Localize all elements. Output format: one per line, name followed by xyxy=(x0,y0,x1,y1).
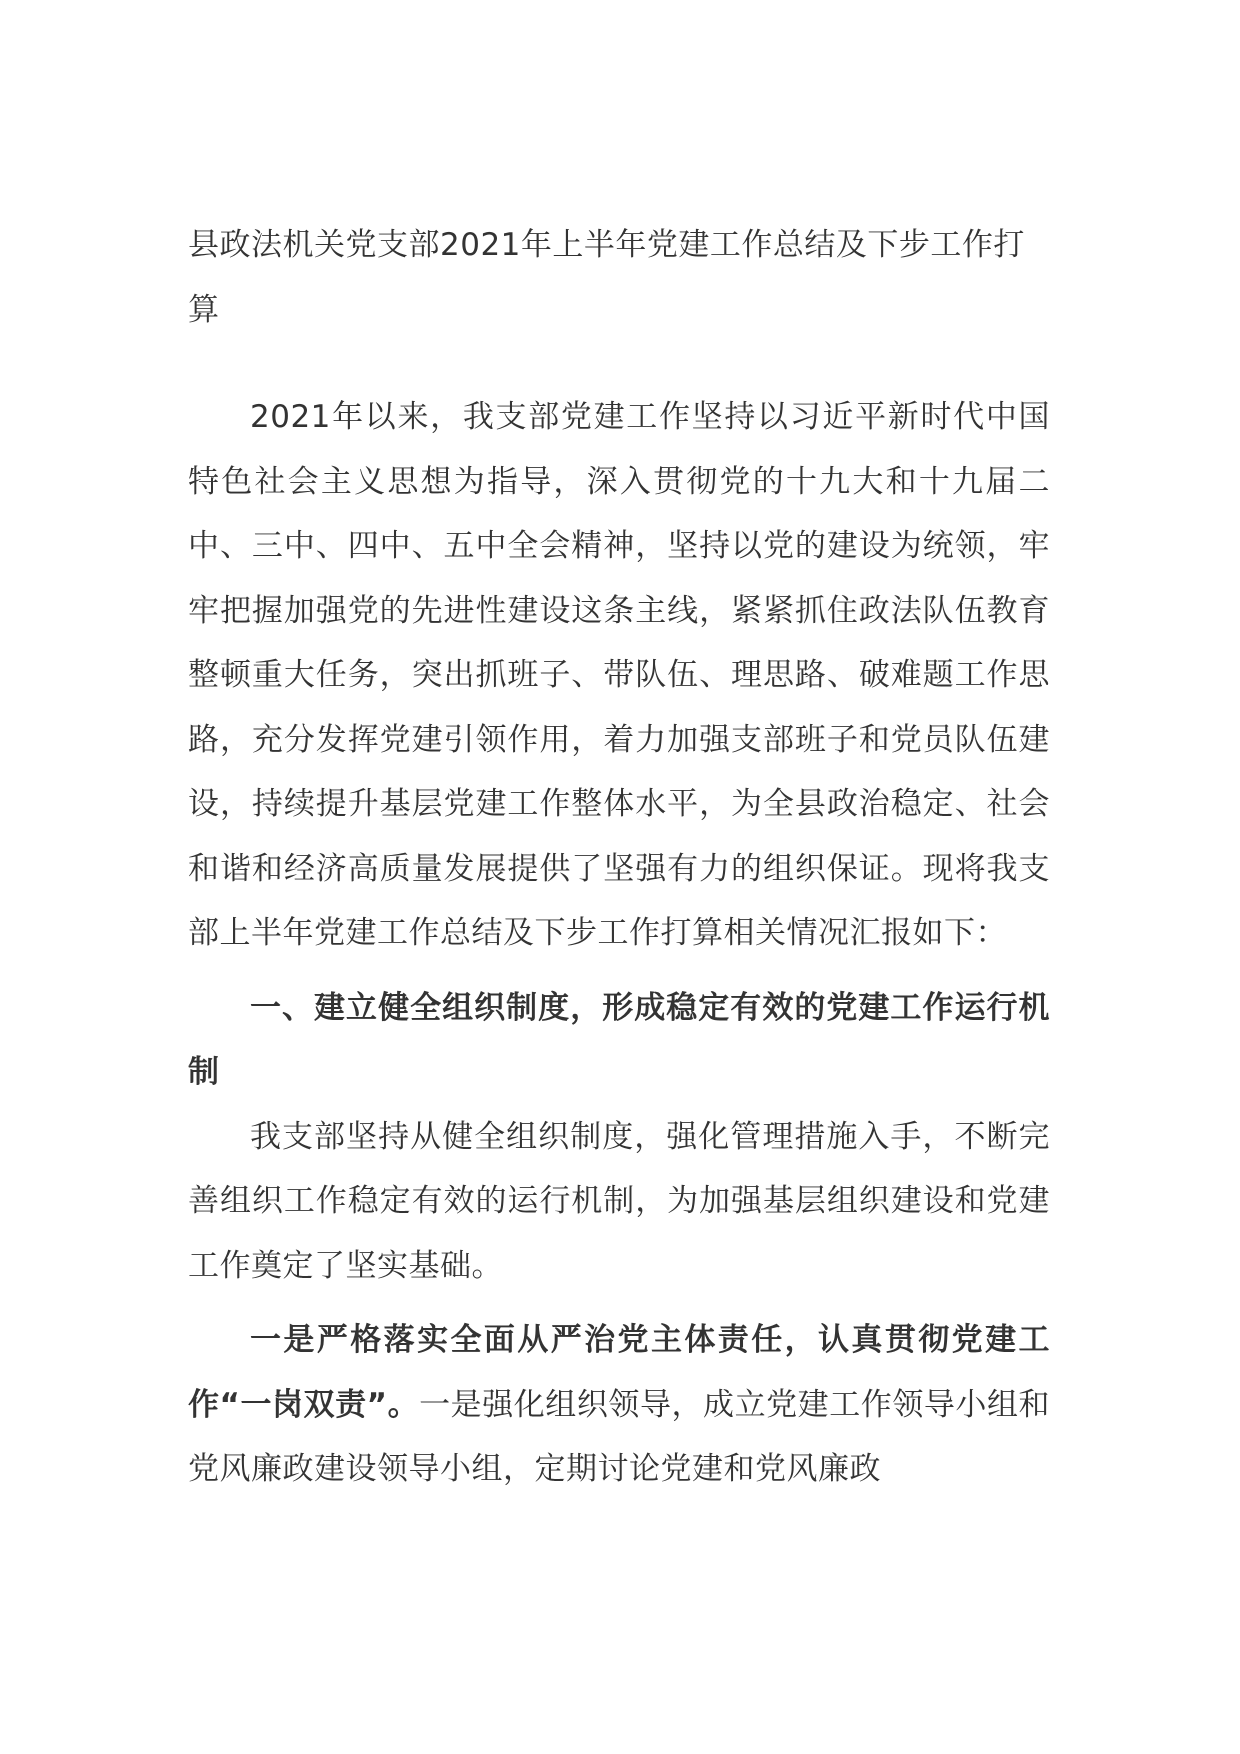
item-1-lead: 一是严格落实全面从严治党主体责任，认真贯彻党建工作“一岗双责”。 xyxy=(188,1322,1050,1423)
item-1-text: 一是强化组织领导，成立党建工作领导小组和党风廉政建设领导小组，定期讨论党建和党风廉政 xyxy=(188,1386,1051,1487)
intro-paragraph: 2021年以来，我支部党建工作坚持以习近平新时代中国特色社会主义思想为指导，深入贯彻党的十九大和十九届二中、三中、四中、五中全会精神，坚持以党的建设为统领，牢牢把握加强党的先进性建设这条主线，紧紧抓住政法队伍教育整顿重大任务，突出抓班子、带队伍、理思路、破难题工作思路，充分发挥党建引领作用，着力加强支部班子和党员队伍建设，持续提升基层党建工作整体水平，为全县政治稳定、社会和谐和经济高质量发展提供了坚强有力的组织保证。现将我支部上半年党建工作总结及下步工作打算相关情况汇报如下： xyxy=(188,399,1050,951)
section-1-body: 我支部坚持从健全组织制度，强化管理措施入手，不断完善组织工作稳定有效的运行机制，为加强基层组织建设和党建工作奠定了坚实基础。 xyxy=(188,1118,1050,1284)
document-body xyxy=(188,213,1050,1502)
item-1-paragraph xyxy=(188,1308,1050,1502)
section-heading-1: 一、建立健全组织制度，形成稳定有效的党建工作运行机制 xyxy=(188,989,1050,1090)
document-title: 县政法机关党支部2021年上半年党建工作总结及下步工作打算 xyxy=(188,227,1025,328)
